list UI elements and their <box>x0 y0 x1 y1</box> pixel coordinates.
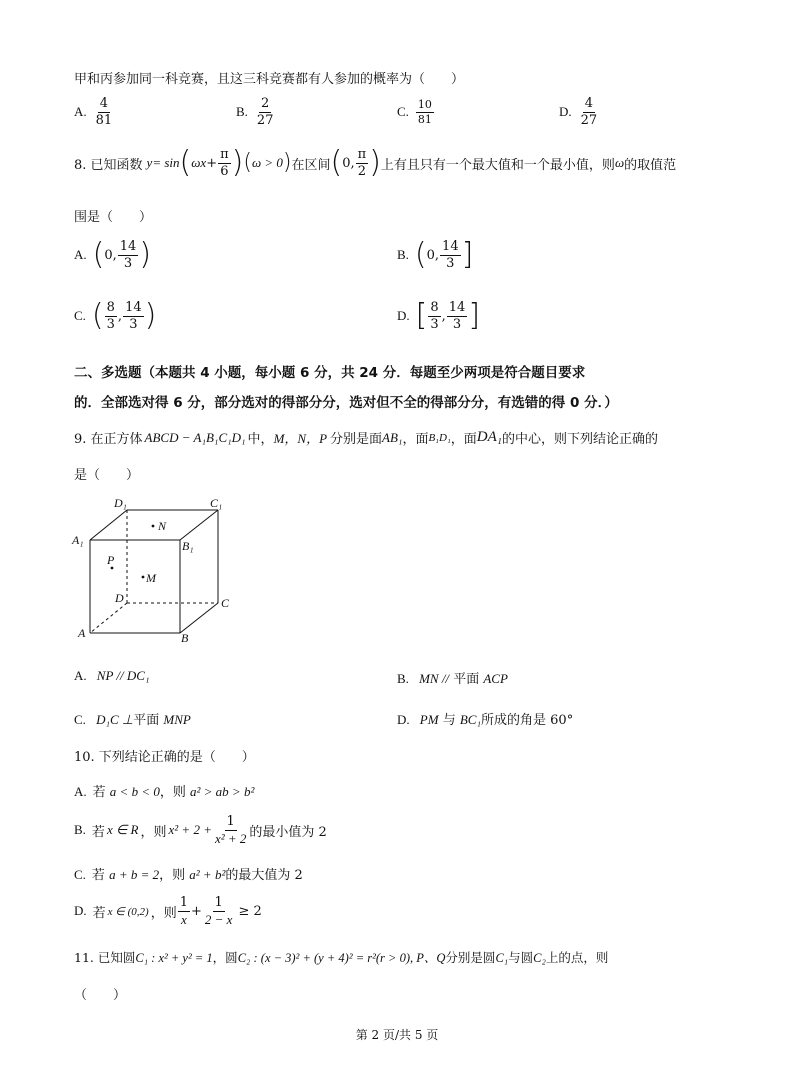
q11-stem: 11. 已知圆C₁ : x² + y² = 1，圆C₂ : (x − 3)² + (y + 4)² = r²(r > 0), P、Q分别是圆C₁与圆C₂上的点，则 <box>74 950 609 965</box>
q8-option-d: D. [ $\frac{8}{3}$ , $\frac{14}{3}$ ] <box>397 298 481 334</box>
label-n: N <box>158 519 167 533</box>
fraction: $\frac{14}{3}$ <box>442 239 459 271</box>
label-c: C <box>221 596 230 610</box>
fraction: $\frac{\pi}{6}$ <box>220 147 229 179</box>
section-heading: 二、多选题（本题共 4 小题，每小题 6 分，共 24 分．每题至少两项是符合题目要求 <box>74 365 586 381</box>
label-a1: A₁ <box>72 533 84 547</box>
q11-stem-line2: （ ） <box>74 988 127 1003</box>
label-b: B <box>181 631 189 645</box>
q10-option-c: C. 若 a + b = 2，则 a² + b²的最大值为 2 <box>74 867 303 883</box>
q10-option-a: A. 若 a < b < 0，则 a² > ab > b² <box>74 784 255 800</box>
point-m <box>142 576 145 579</box>
fraction: $\frac{8}{3}$ <box>106 300 115 332</box>
page-footer: 第 2 页/共 5 页 <box>355 1028 439 1042</box>
fraction: $\frac{14}{3}$ <box>448 300 466 332</box>
label-a: A <box>78 626 86 640</box>
fraction: $\frac{4}{27}$ <box>580 96 598 128</box>
q9-option-c: C. D₁C ⊥平面 MNP <box>74 712 191 728</box>
q10-stem: 10. 下列结论正确的是（ ） <box>74 750 255 765</box>
fraction: $\frac{1}{\text{x² + 2}}$ <box>214 814 247 846</box>
section-heading-line2: 的．全部选对得 6 分，部分选对的得部分分，选对但不全的得部分分，有选错的得 0 分．） <box>74 395 618 411</box>
cube-diagram <box>70 490 240 650</box>
q8-option-b: B. ( 0, $\frac{14}{3}$ ] <box>397 237 474 273</box>
q9-stem: 9. 在正方体 ABCD − A₁B₁C₁D₁ 中， M，N，P 分别是面 AB₁ ，面 B₁D₁ ，面 DA₁ 的中心，则下列结论正确的 <box>74 429 659 447</box>
label-b1: B₁ <box>182 539 194 553</box>
point-n <box>152 525 155 528</box>
fraction: $\frac{14}{3}$ <box>125 300 142 332</box>
q8-stem: 8. 已知函数 y = sin ( ωx + $\frac{\pi}{6}$ ) ( ω > 0 ) 在区间 ( 0, $\frac{\pi}{2}$ ) 上有且只有一个最大值和一个最小值，则 ω 的取值范 <box>74 145 677 181</box>
label-c1: C₁ <box>210 496 223 510</box>
fraction: $\frac{1}{2 - x}$ <box>204 895 233 927</box>
q10-option-d: D. 若 x ∈ (0,2) ，则 $\frac{1}{x}$ + $\frac{1}{2 - x}$ ≥ 2 <box>74 895 262 927</box>
q8-option-a: A. ( 0, $\frac{14}{3}$ ) <box>74 237 152 273</box>
option-label: D. <box>559 104 572 120</box>
edge-a1d1 <box>90 510 127 540</box>
q10-option-b: B. 若 x ∈ R ，则 x² + 2 + $\frac{1}{\text{x² + 2}}$ 的最小值为 2 <box>74 814 327 846</box>
label-d1: D₁ <box>114 496 127 510</box>
option-label: A. <box>74 104 87 120</box>
fraction: $\frac{10}{81}$ <box>417 98 432 126</box>
edge-da-hidden <box>90 603 127 633</box>
q7-continuation: 甲和丙参加同一科竞赛，且这三科竞赛都有人参加的概率为（ ） <box>74 72 465 87</box>
q9-option-a: A. NP // DC₁ <box>74 668 150 683</box>
q8-stem-line2: 围是（ ） <box>74 210 153 225</box>
label-d: D <box>115 591 124 605</box>
option-label: B. <box>236 104 248 120</box>
fraction: $\frac{14}{3}$ <box>119 239 137 271</box>
fraction: $\frac{8}{3}$ <box>430 300 439 332</box>
q9-stem-line2: 是（ ） <box>74 468 140 483</box>
q7-option-b <box>236 97 276 127</box>
q7-option-c <box>397 99 435 125</box>
label-m: M <box>146 571 156 585</box>
edge-cb <box>180 603 218 633</box>
q8-option-c: C. ( $\frac{8}{3}$ , $\frac{14}{3}$ ) <box>74 298 157 334</box>
q7-option-a <box>74 97 115 127</box>
fraction: $\frac{2}{27}$ <box>256 96 274 128</box>
fraction: $\frac{4}{81}$ <box>95 96 113 128</box>
option-label: C. <box>397 104 409 120</box>
q7-option-d <box>559 97 600 127</box>
fraction: $\frac{1}{x}$ <box>179 895 188 927</box>
label-p: P <box>107 553 115 567</box>
edge-c1b1 <box>180 510 218 540</box>
q9-option-b: B. MN // 平面 ACP <box>397 671 508 687</box>
q9-option-d: D. PM 与 BC₁所成的角是 60° <box>397 712 574 728</box>
point-p <box>111 567 114 570</box>
fraction: $\frac{\pi}{2}$ <box>357 147 367 179</box>
